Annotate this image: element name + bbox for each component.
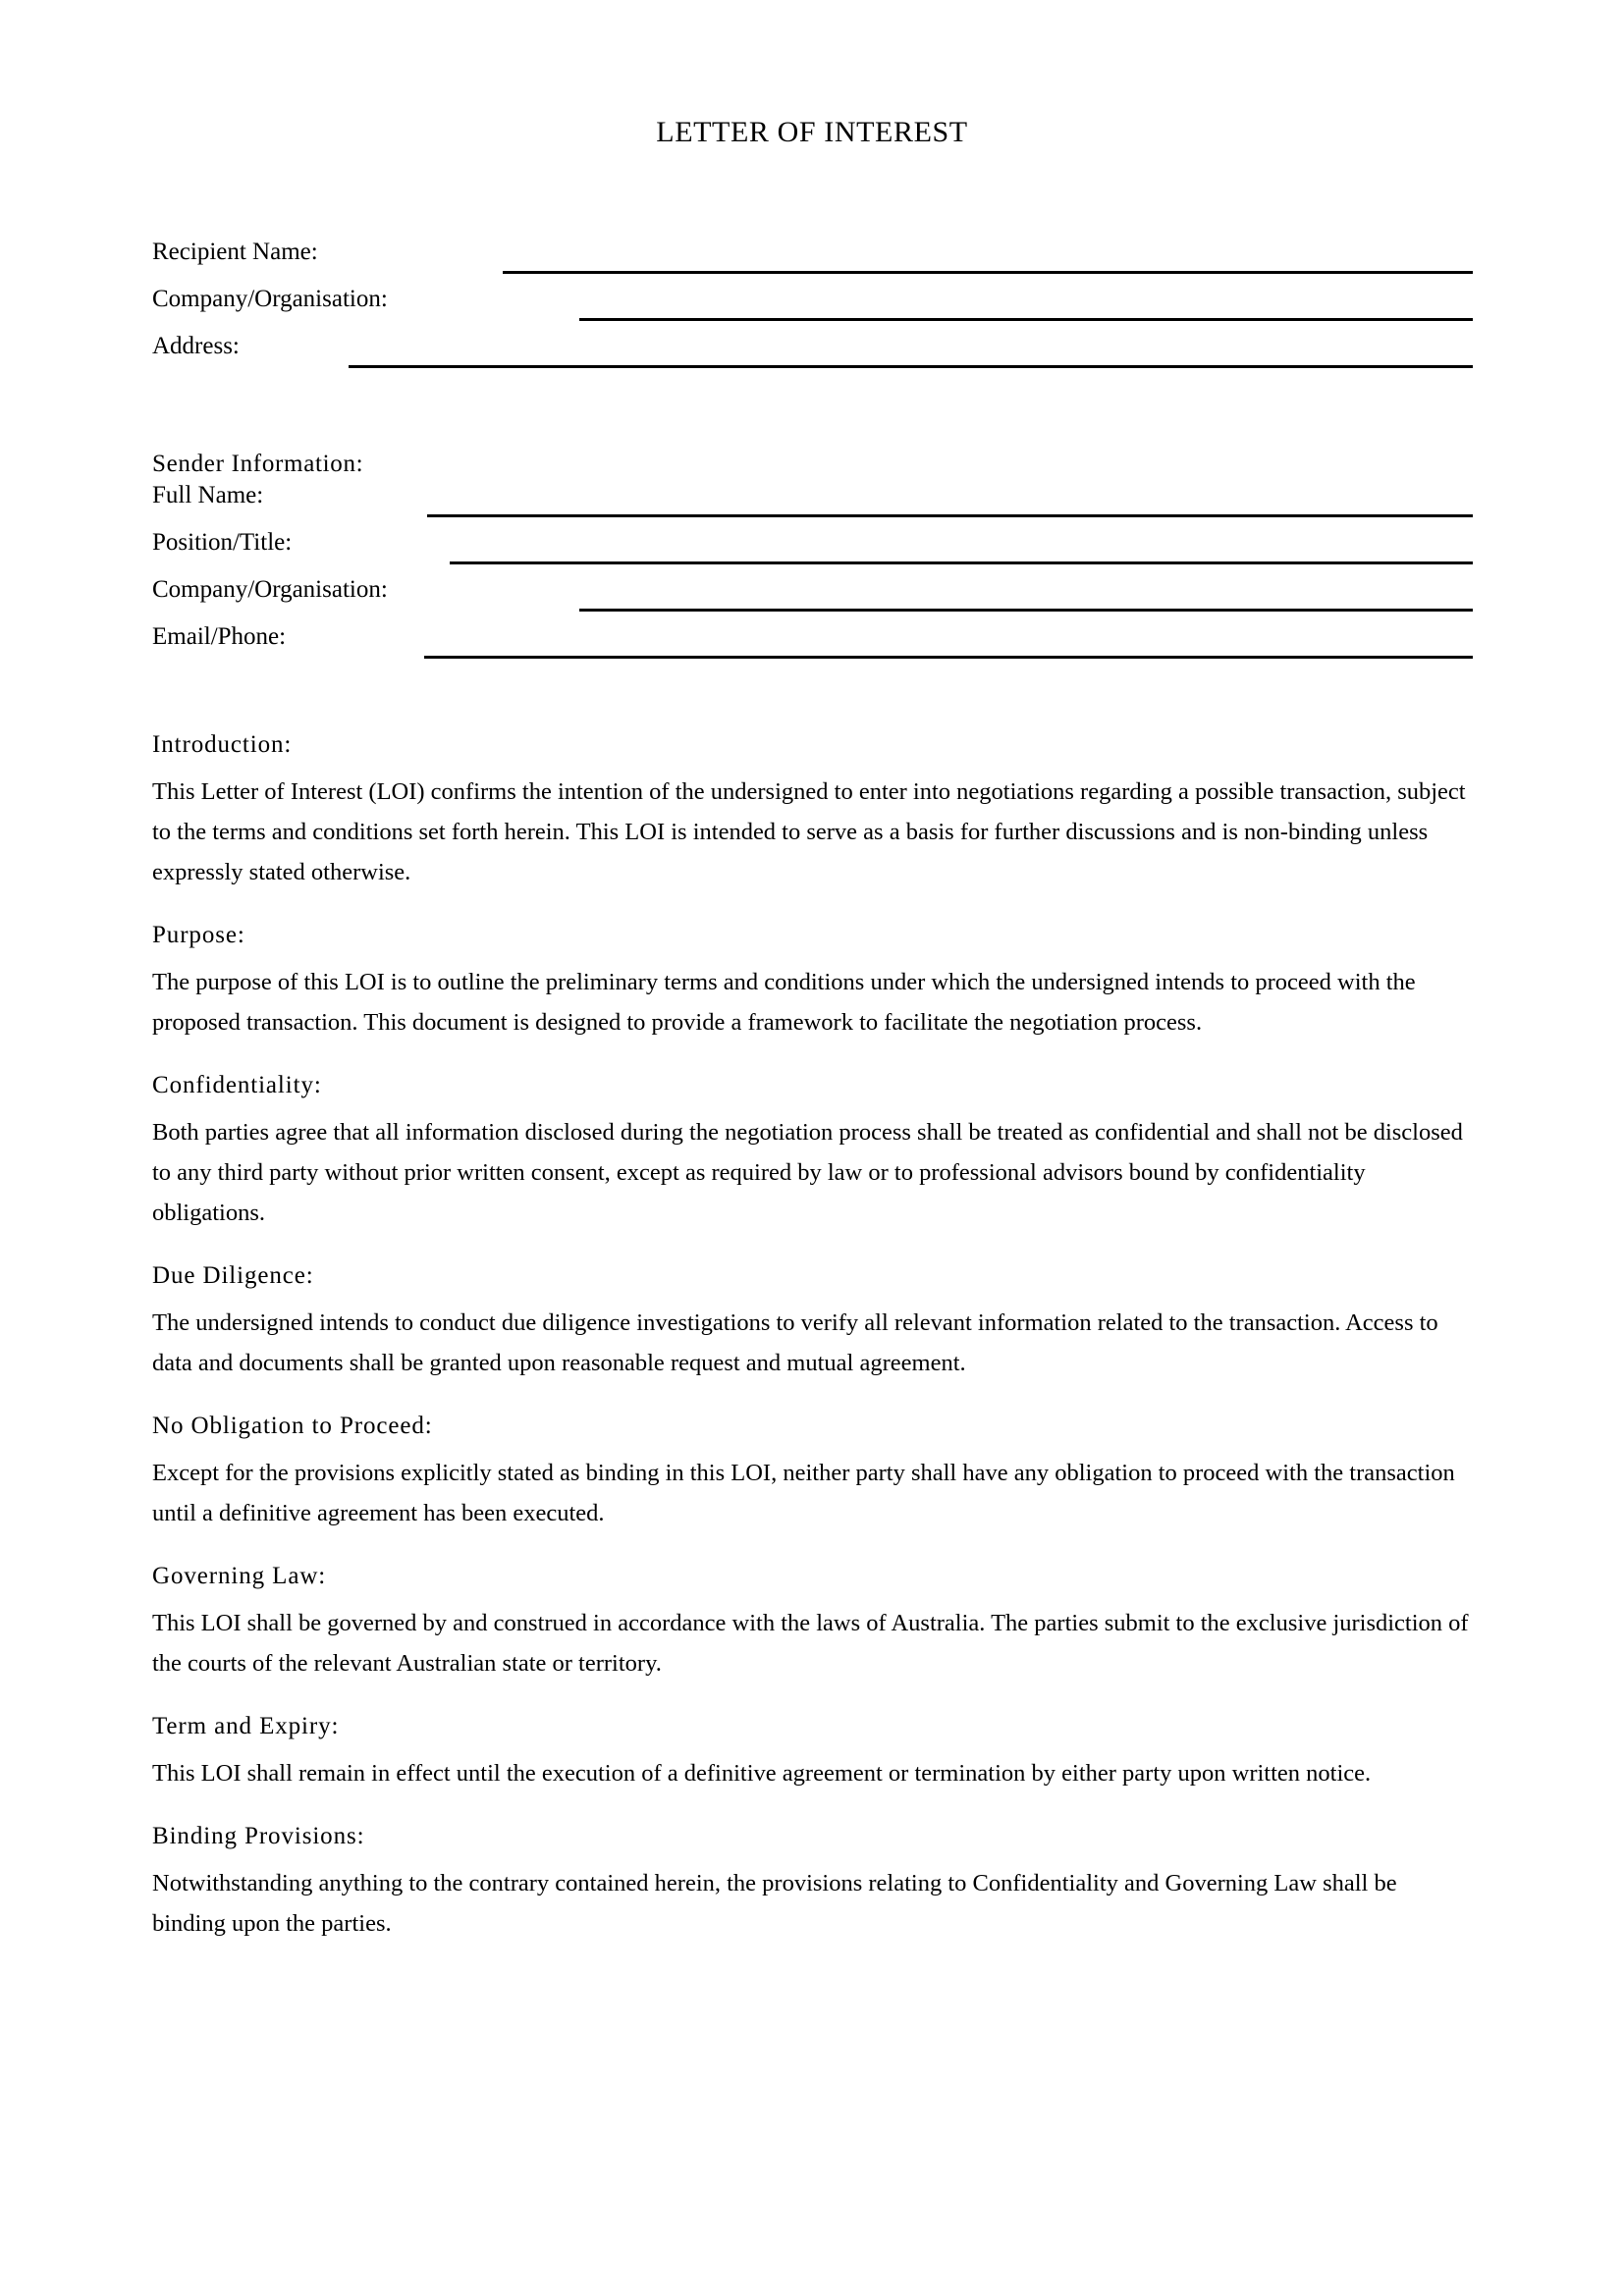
section-introduction xyxy=(152,728,1473,892)
sender-information-heading: Sender Information: xyxy=(152,451,364,477)
section-body: This LOI shall be governed by and construed in accordance with the laws of Australia. The parties submit to the exclusive jurisdiction of the courts of the relevant Australian state or territory. xyxy=(152,1610,1469,1677)
field-row-sender-email-phone xyxy=(152,622,1473,669)
field-row-sender-full-name xyxy=(152,481,1473,528)
sender-position-input-rule[interactable] xyxy=(450,561,1473,564)
section-body: This Letter of Interest (LOI) confirms the intention of the undersigned to enter into negotiations regarding a possible transaction, subject to the terms and conditions set forth herein. This LOI is intended to serve as a basis for further discussions and is non-binding unless expressly stated otherwise. xyxy=(152,778,1466,885)
recipient-name-label: Recipient Name: xyxy=(152,239,318,265)
document-body xyxy=(152,728,1473,1970)
section-term-and-expiry xyxy=(152,1710,1473,1793)
section-body: This LOI shall remain in effect until the execution of a definitive agreement or termination by either party upon written notice. xyxy=(152,1760,1372,1787)
section-heading: Purpose: xyxy=(152,922,245,948)
sender-details-block xyxy=(152,481,1473,669)
section-confidentiality xyxy=(152,1069,1473,1233)
section-body: Both parties agree that all information disclosed during the negotiation process shall be treated as confidential and shall not be disclosed to any third party without prior written consent, except as required by law or to professional advisors bound by confidentiality obligations. xyxy=(152,1119,1463,1226)
sender-company-label: Company/Organisation: xyxy=(152,576,388,603)
field-row-sender-position xyxy=(152,528,1473,575)
section-purpose xyxy=(152,919,1473,1042)
sender-full-name-input-rule[interactable] xyxy=(427,514,1473,517)
section-heading: Binding Provisions: xyxy=(152,1823,365,1849)
recipient-name-input-rule[interactable] xyxy=(503,271,1473,274)
sender-full-name-label: Full Name: xyxy=(152,482,264,508)
field-row-recipient-address xyxy=(152,332,1473,379)
field-row-recipient-name xyxy=(152,238,1473,285)
sender-email-phone-label: Email/Phone: xyxy=(152,623,287,650)
recipient-address-input-rule[interactable] xyxy=(349,365,1473,368)
section-heading: Confidentiality: xyxy=(152,1072,322,1098)
recipient-company-label: Company/Organisation: xyxy=(152,286,388,312)
section-body: Notwithstanding anything to the contrary contained herein, the provisions relating to Confidentiality and Governing Law shall be binding upon the parties. xyxy=(152,1870,1397,1937)
sender-email-phone-input-rule[interactable] xyxy=(424,656,1473,659)
section-no-obligation-to-proceed xyxy=(152,1410,1473,1533)
section-governing-law xyxy=(152,1560,1473,1683)
section-heading: Introduction: xyxy=(152,731,293,758)
section-body: The undersigned intends to conduct due diligence investigations to verify all relevant information related to the transaction. Access to data and documents shall be granted upon reasonable request and mutual agreement. xyxy=(152,1309,1438,1376)
section-body: The purpose of this LOI is to outline the preliminary terms and conditions under which the undersigned intends to proceed with the proposed transaction. This document is designed to provide a framework to facilitate the negotiation process. xyxy=(152,969,1416,1036)
field-row-recipient-company xyxy=(152,285,1473,332)
section-body: Except for the provisions explicitly stated as binding in this LOI, neither party shall have any obligation to proceed with the transaction until a definitive agreement has been executed. xyxy=(152,1460,1455,1526)
sender-position-label: Position/Title: xyxy=(152,529,293,556)
sender-company-input-rule[interactable] xyxy=(579,609,1473,612)
recipient-address-label: Address: xyxy=(152,333,240,359)
field-row-sender-company xyxy=(152,575,1473,622)
section-heading: Term and Expiry: xyxy=(152,1713,340,1739)
recipient-details-block xyxy=(152,238,1473,379)
section-binding-provisions xyxy=(152,1820,1473,1944)
section-due-diligence xyxy=(152,1259,1473,1383)
page-title: LETTER OF INTEREST xyxy=(656,116,968,148)
recipient-company-input-rule[interactable] xyxy=(579,318,1473,321)
section-heading: No Obligation to Proceed: xyxy=(152,1413,433,1439)
section-heading: Due Diligence: xyxy=(152,1262,314,1289)
section-heading: Governing Law: xyxy=(152,1563,327,1589)
